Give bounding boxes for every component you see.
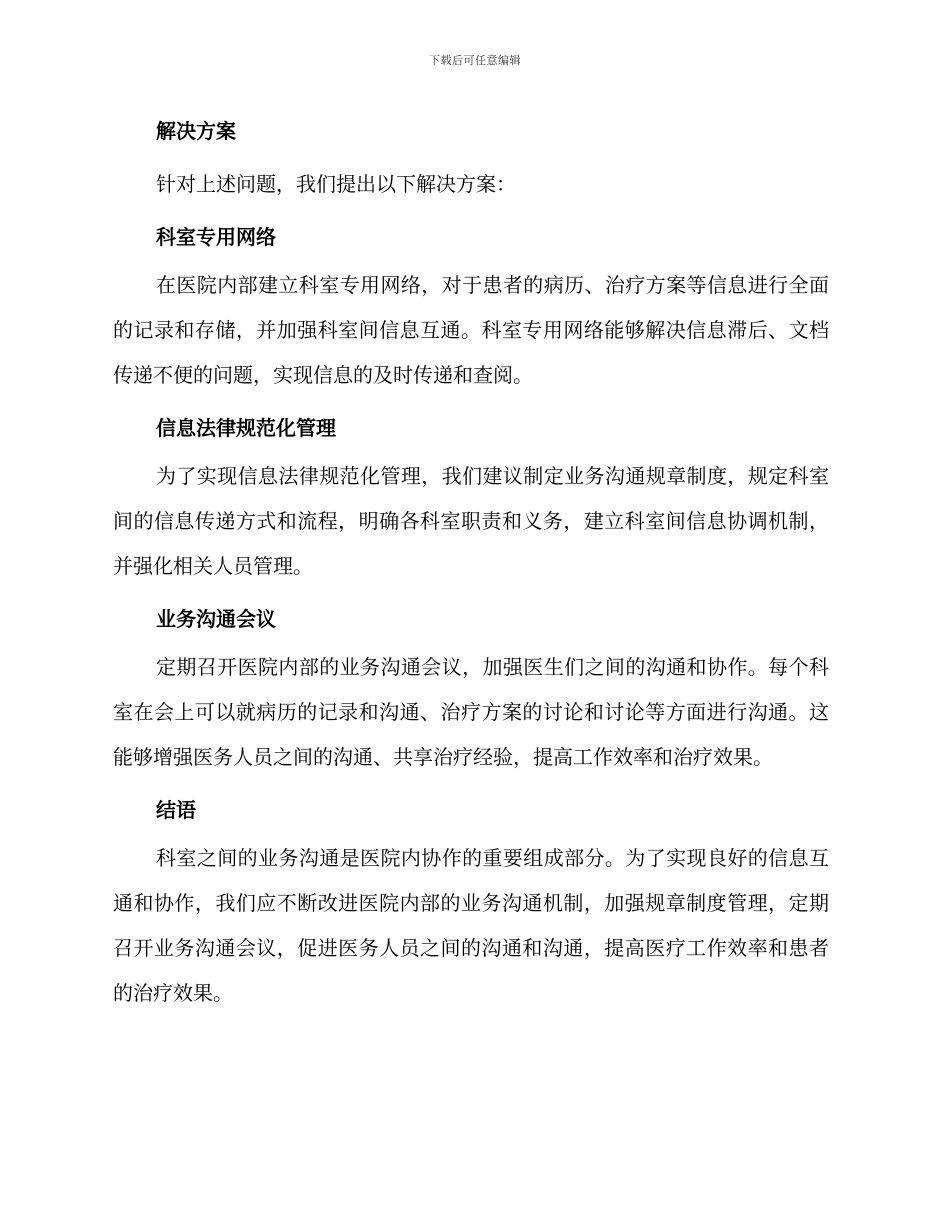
section-heading-dept-network: 科室专用网络 (156, 225, 276, 249)
section-paragraph-dept-network: 在医院内部建立科室专用网络，对于患者的病历、治疗方案等信息进行全面的记录和存储，并加强科室间信息互通。科室专用网络能够解决信息滞后、文档传递不便的问题，实现信息的及时传递和查阅。 (113, 273, 829, 387)
section-heading-business-meeting: 业务沟通会议 (156, 607, 276, 631)
section-heading-conclusion: 结语 (156, 798, 196, 822)
section-paragraph-solution: 针对上述问题，我们提出以下解决方案： (156, 172, 516, 196)
section-paragraph-legal-management: 为了实现信息法律规范化管理，我们建议制定业务沟通规章制度，规定科室间的信息传递方式和流程，明确各科室职责和义务，建立科室间信息协调机制，并强化相关人员管理。 (113, 464, 829, 578)
section-heading-solution: 解决方案 (156, 119, 236, 143)
section-paragraph-conclusion: 科室之间的业务沟通是医院内协作的重要组成部分。为了实现良好的信息互通和协作，我们应不断改进医院内部的业务沟通机制，加强规章制度管理，定期召开业务沟通会议，促进医务人员之间的沟通和沟通，提高医疗工作效率和患者的治疗效果。 (113, 846, 829, 1005)
section-heading-legal-management: 信息法律规范化管理 (156, 416, 336, 440)
section-paragraph-business-meeting: 定期召开医院内部的业务沟通会议，加强医生们之间的沟通和协作。每个科室在会上可以就病历的记录和沟通、治疗方案的讨论和讨论等方面进行沟通。这能够增强医务人员之间的沟通、共享治疗经验，提高工作效率和治疗效果。 (113, 655, 829, 769)
page-header-note: 下载后可任意编辑 (429, 54, 521, 67)
document-body (113, 112, 829, 1016)
